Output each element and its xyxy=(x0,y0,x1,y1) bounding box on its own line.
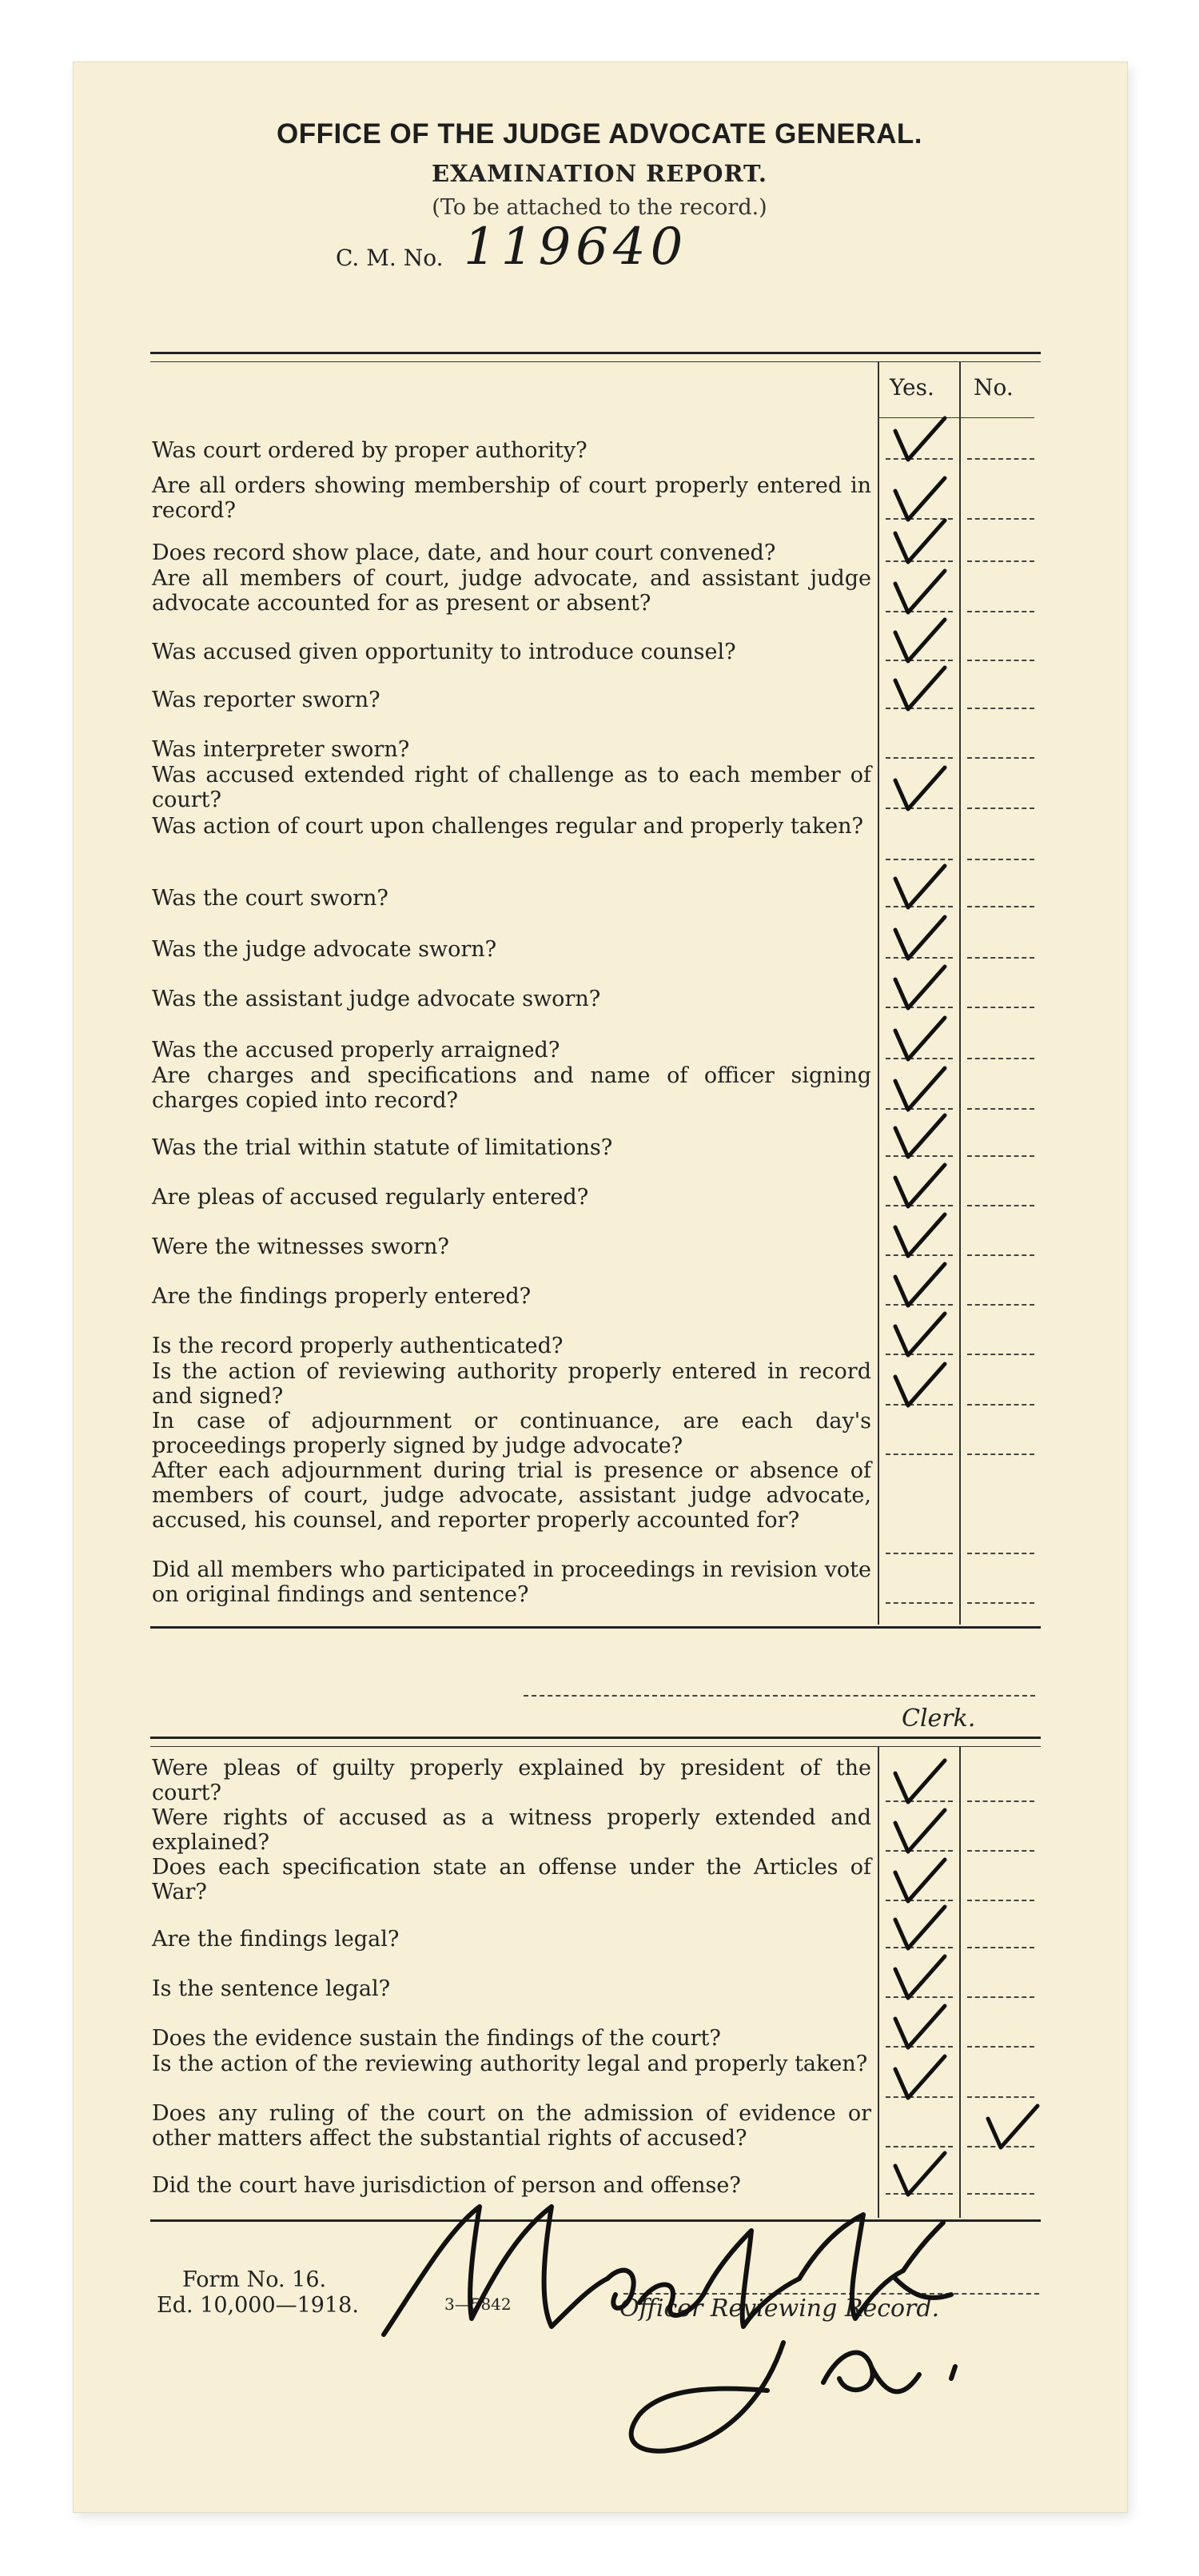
section-1-check-icon-2 xyxy=(895,478,945,520)
signature-icon xyxy=(384,2207,955,2451)
section-1-question-18: Are the findings properly entered? xyxy=(152,1284,532,1309)
section-1-check-icon-20 xyxy=(895,1364,945,1406)
section-2-question-2: Were rights of accused as a witness properly extended and explained? xyxy=(152,1805,871,1855)
section-1-question-11: Was the judge advocate sworn? xyxy=(152,937,497,962)
section-2-question-3: Does each specification state an offense under the Articles of War? xyxy=(152,1855,871,1904)
section-1-check-icon-16 xyxy=(895,1165,945,1206)
section-1-check-icon-4 xyxy=(895,571,945,612)
section-1-question-4: Are all members of court, judge advocate, and assistant judge advocate accounted for as present or absent? xyxy=(152,566,871,616)
section-1-question-10: Was the court sworn? xyxy=(152,886,388,911)
section-1-check-icon-19 xyxy=(895,1314,945,1355)
section-2-check-icon-3 xyxy=(895,1860,945,1901)
section-1-question-15: Was the trial within statute of limitations? xyxy=(152,1135,613,1160)
section-1-question-17: Were the witnesses sworn? xyxy=(152,1234,449,1259)
office-title: OFFICE OF THE JUDGE ADVOCATE GENERAL. xyxy=(277,118,922,150)
section-1-check-icon-17 xyxy=(895,1214,945,1256)
section-1-question-16: Are pleas of accused regularly entered? xyxy=(152,1185,589,1210)
section-1-question-8: Was accused extended right of challenge as to each member of court? xyxy=(152,763,871,812)
section-1-check-icon-12 xyxy=(895,967,945,1008)
section-1-question-14: Are charges and specifications and name of officer signing charges copied into record? xyxy=(152,1063,871,1113)
section-1-check-icon-11 xyxy=(895,917,945,959)
clerk-label: Clerk. xyxy=(902,1705,976,1733)
section-1-question-21: In case of adjournment or continuance, are each day's proceedings properly signed by judge advocate? xyxy=(152,1409,871,1458)
section-2-check-icon-7 xyxy=(895,2056,945,2098)
section-1-question-6: Was reporter sworn? xyxy=(152,688,380,712)
form-edition: Ed. 10,000—1918. xyxy=(157,2293,359,2318)
attachment-note: (To be attached to the record.) xyxy=(432,195,767,220)
section-1-question-23: Did all members who participated in proceedings in revision vote on original findings and sentence? xyxy=(152,1557,871,1607)
section-1-check-icon-18 xyxy=(895,1264,945,1306)
check-marks xyxy=(895,418,1038,2195)
section-1-check-icon-10 xyxy=(895,866,945,907)
section-1-question-9: Was action of court upon challenges regular and properly taken? xyxy=(152,814,864,839)
section-2-question-4: Are the findings legal? xyxy=(152,1927,400,1952)
section-2-check-icon-5 xyxy=(895,1956,945,1998)
section-1-question-20: Is the action of reviewing authority properly entered in record and signed? xyxy=(152,1359,871,1409)
section-1-question-2: Are all orders showing membership of court properly entered in record? xyxy=(152,473,871,523)
form-number: Form No. 16. xyxy=(182,2267,327,2292)
print-code: 3—5842 xyxy=(444,2295,512,2314)
section-1-check-icon-14 xyxy=(895,1068,945,1110)
yes-column-header: Yes. xyxy=(890,374,934,401)
section-2-check-icon-2 xyxy=(895,1810,945,1852)
section-1-check-icon-5 xyxy=(895,620,945,661)
section-1-question-5: Was accused given opportunity to introduce counsel? xyxy=(152,640,736,664)
section-1-question-3: Does record show place, date, and hour court convened? xyxy=(152,540,776,565)
section-1-check-icon-3 xyxy=(895,520,945,562)
section-2-check-icon-1 xyxy=(895,1761,945,1802)
section-1-check-icon-1 xyxy=(895,418,945,460)
section-2-check-icon-8 xyxy=(988,2106,1038,2147)
section-1-question-1: Was court ordered by proper authority? xyxy=(152,438,588,463)
report-subtitle: EXAMINATION REPORT. xyxy=(432,160,767,187)
section-1-question-7: Was interpreter sworn? xyxy=(152,737,410,762)
section-2-question-6: Does the evidence sustain the findings of the court? xyxy=(152,2026,721,2051)
section-2-check-icon-4 xyxy=(895,1907,945,1948)
cm-number-label: C. M. No. xyxy=(336,245,444,271)
no-column-header: No. xyxy=(974,374,1014,401)
section-1-question-22: After each adjournment during trial is presence or absence of members of court, judge advocate, assistant judge advocate, accused, his counsel, and reporter properly accounted for? xyxy=(152,1458,871,1533)
section-2-question-7: Is the action of the reviewing authority legal and properly taken? xyxy=(152,2052,868,2076)
section-1-question-19: Is the record properly authenticated? xyxy=(152,1334,564,1358)
section-1-check-icon-13 xyxy=(895,1018,945,1059)
officer-reviewing-label: Officer Reviewing Record. xyxy=(619,2295,940,2323)
section-2-question-9: Did the court have jurisdiction of person and offense? xyxy=(152,2173,741,2198)
section-2-question-1: Were pleas of guilty properly explained by president of the court? xyxy=(152,1756,871,1805)
section-2-question-5: Is the sentence legal? xyxy=(152,1976,391,2001)
section-1-question-13: Was the accused properly arraigned? xyxy=(152,1038,560,1063)
section-1-check-icon-15 xyxy=(895,1115,945,1157)
section-1-check-icon-8 xyxy=(895,768,945,809)
section-2-check-icon-6 xyxy=(895,2006,945,2048)
section-1-check-icon-6 xyxy=(895,668,945,709)
cm-number-handwritten: 119640 xyxy=(464,217,688,277)
section-2-check-icon-9 xyxy=(895,2153,945,2195)
section-2-question-8: Does any ruling of the court on the admission of evidence or other matters affect the substantial rights of accused? xyxy=(152,2101,871,2151)
section-1-question-12: Was the assistant judge advocate sworn? xyxy=(152,987,601,1011)
